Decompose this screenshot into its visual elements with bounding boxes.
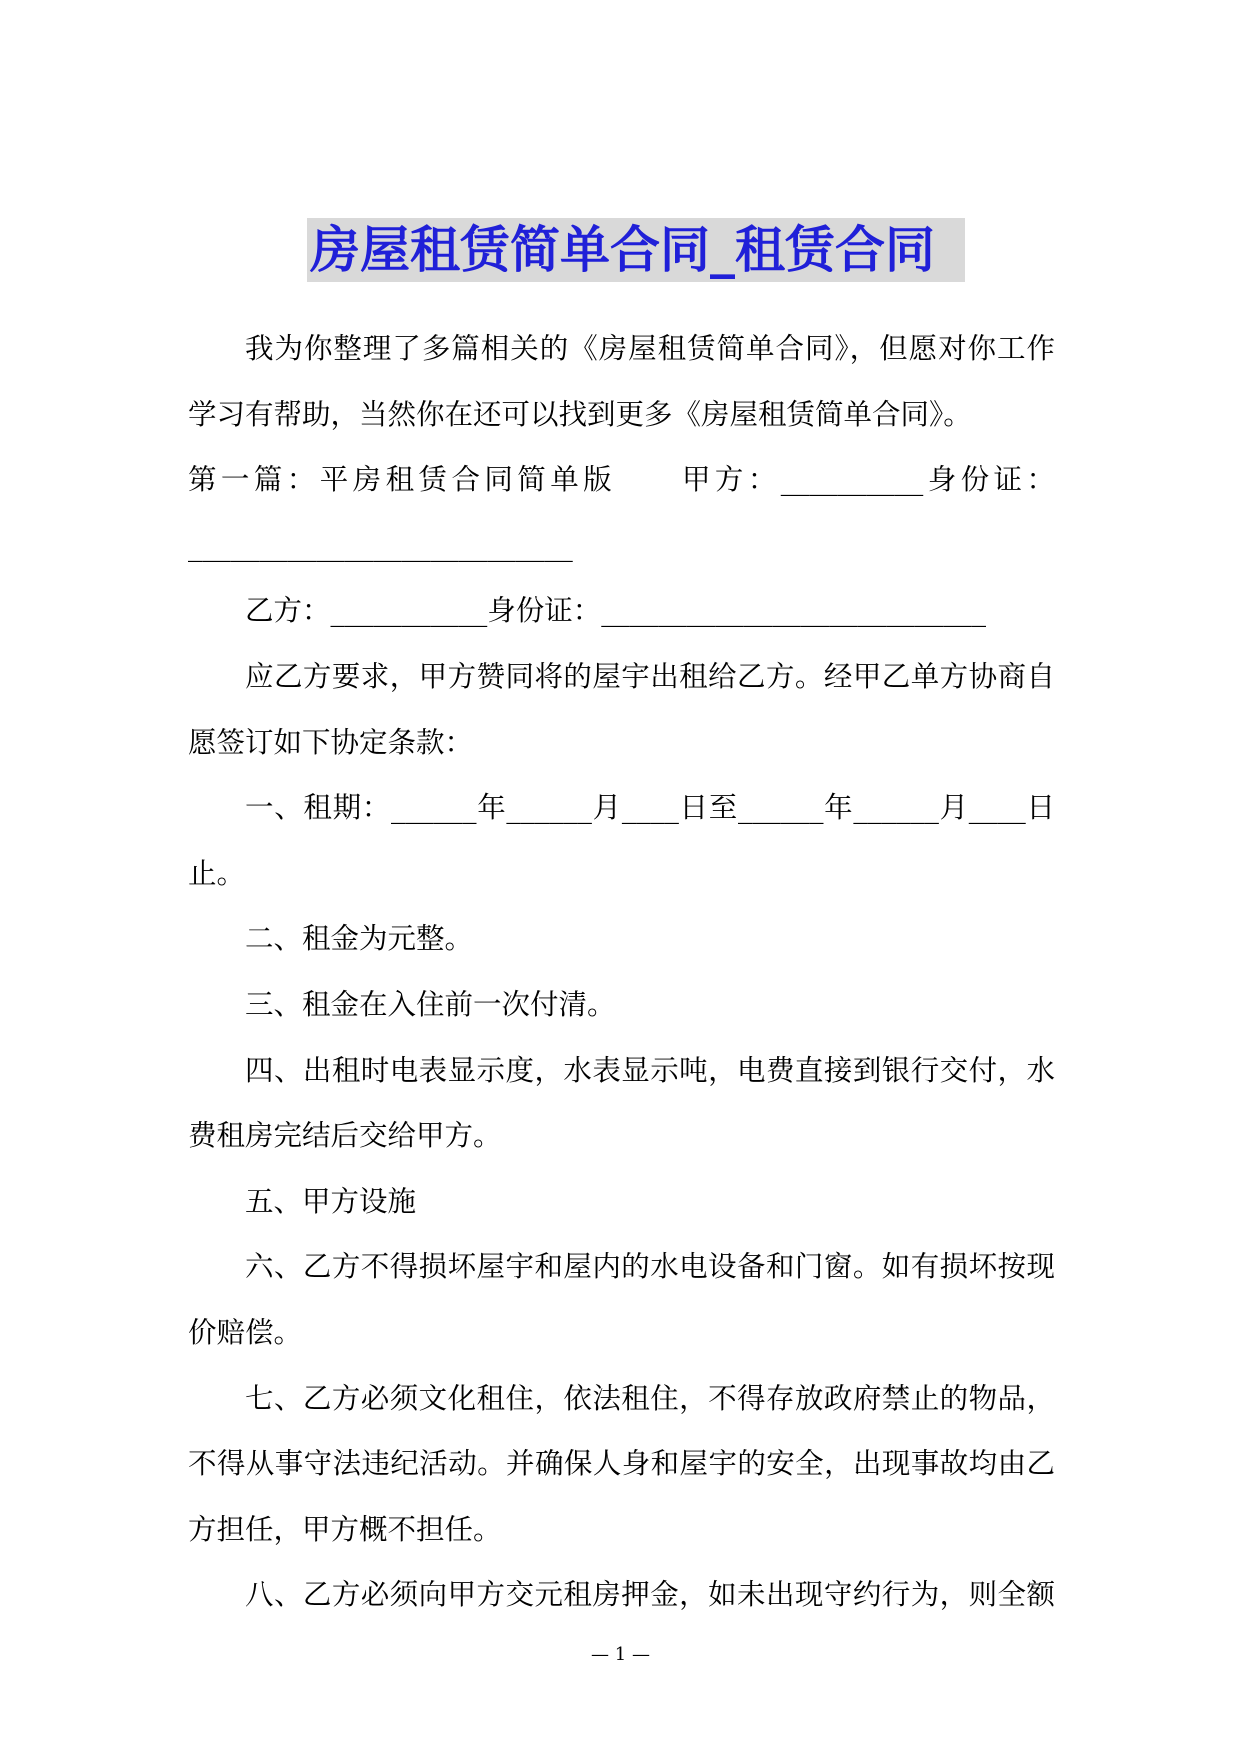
clause-line: 八、乙方必须向甲方交元租房押金，如未出现守约行为，则全额: [245, 1578, 1055, 1612]
body-line: 应乙方要求，甲方赞同将的屋宇出租给乙方。经甲乙单方协商自: [245, 659, 1055, 693]
body-line: 我为你整理了多篇相关的《房屋租赁简单合同》，但愿对你工作: [245, 332, 1055, 365]
document-title: 房屋租赁简单合同_租赁合同: [307, 218, 965, 282]
clause-line: 止。: [188, 856, 246, 890]
clause-line: 一、租期：______年______月____日至______年______月____日: [245, 791, 1055, 825]
clause-line: 二、租金为元整。: [245, 922, 474, 956]
title-block: [307, 218, 965, 282]
body-line: 学习有帮助，当然你在还可以找到更多《房屋租赁简单合同》。: [188, 397, 972, 431]
blank-underline-line: ___________________________: [188, 528, 573, 562]
clause-line: 方担任，甲方概不担任。: [188, 1512, 502, 1546]
clause-line: 费租房完结后交给甲方。: [188, 1119, 502, 1153]
clause-line: 五、甲方设施: [245, 1184, 417, 1218]
clause-line: 六、乙方不得损坏屋宇和屋内的水电设备和门窗。如有损坏按现: [245, 1250, 1055, 1284]
clause-line: 价赔偿。: [188, 1315, 303, 1349]
document-body: [188, 316, 1055, 1628]
body-line: 愿签订如下协定条款：: [188, 725, 474, 759]
clause-line: 七、乙方必须文化租住，依法租住，不得存放政府禁止的物品，: [245, 1381, 1055, 1415]
clause-line: 四、出租时电表显示度，水表显示吨，电费直接到银行交付，水: [245, 1053, 1055, 1087]
page-number: — 1 —: [591, 1644, 650, 1665]
clause-line: 不得从事守法违纪活动。并确保人身和屋宇的安全，出现事故均由乙: [188, 1447, 1055, 1481]
clause-line: 三、租金在入住前一次付清。: [245, 987, 616, 1021]
body-line: 第一篇：平房租赁合同简单版 甲方：__________身份证：: [188, 463, 1055, 497]
body-line: 乙方：___________身份证：___________________________: [245, 594, 987, 628]
